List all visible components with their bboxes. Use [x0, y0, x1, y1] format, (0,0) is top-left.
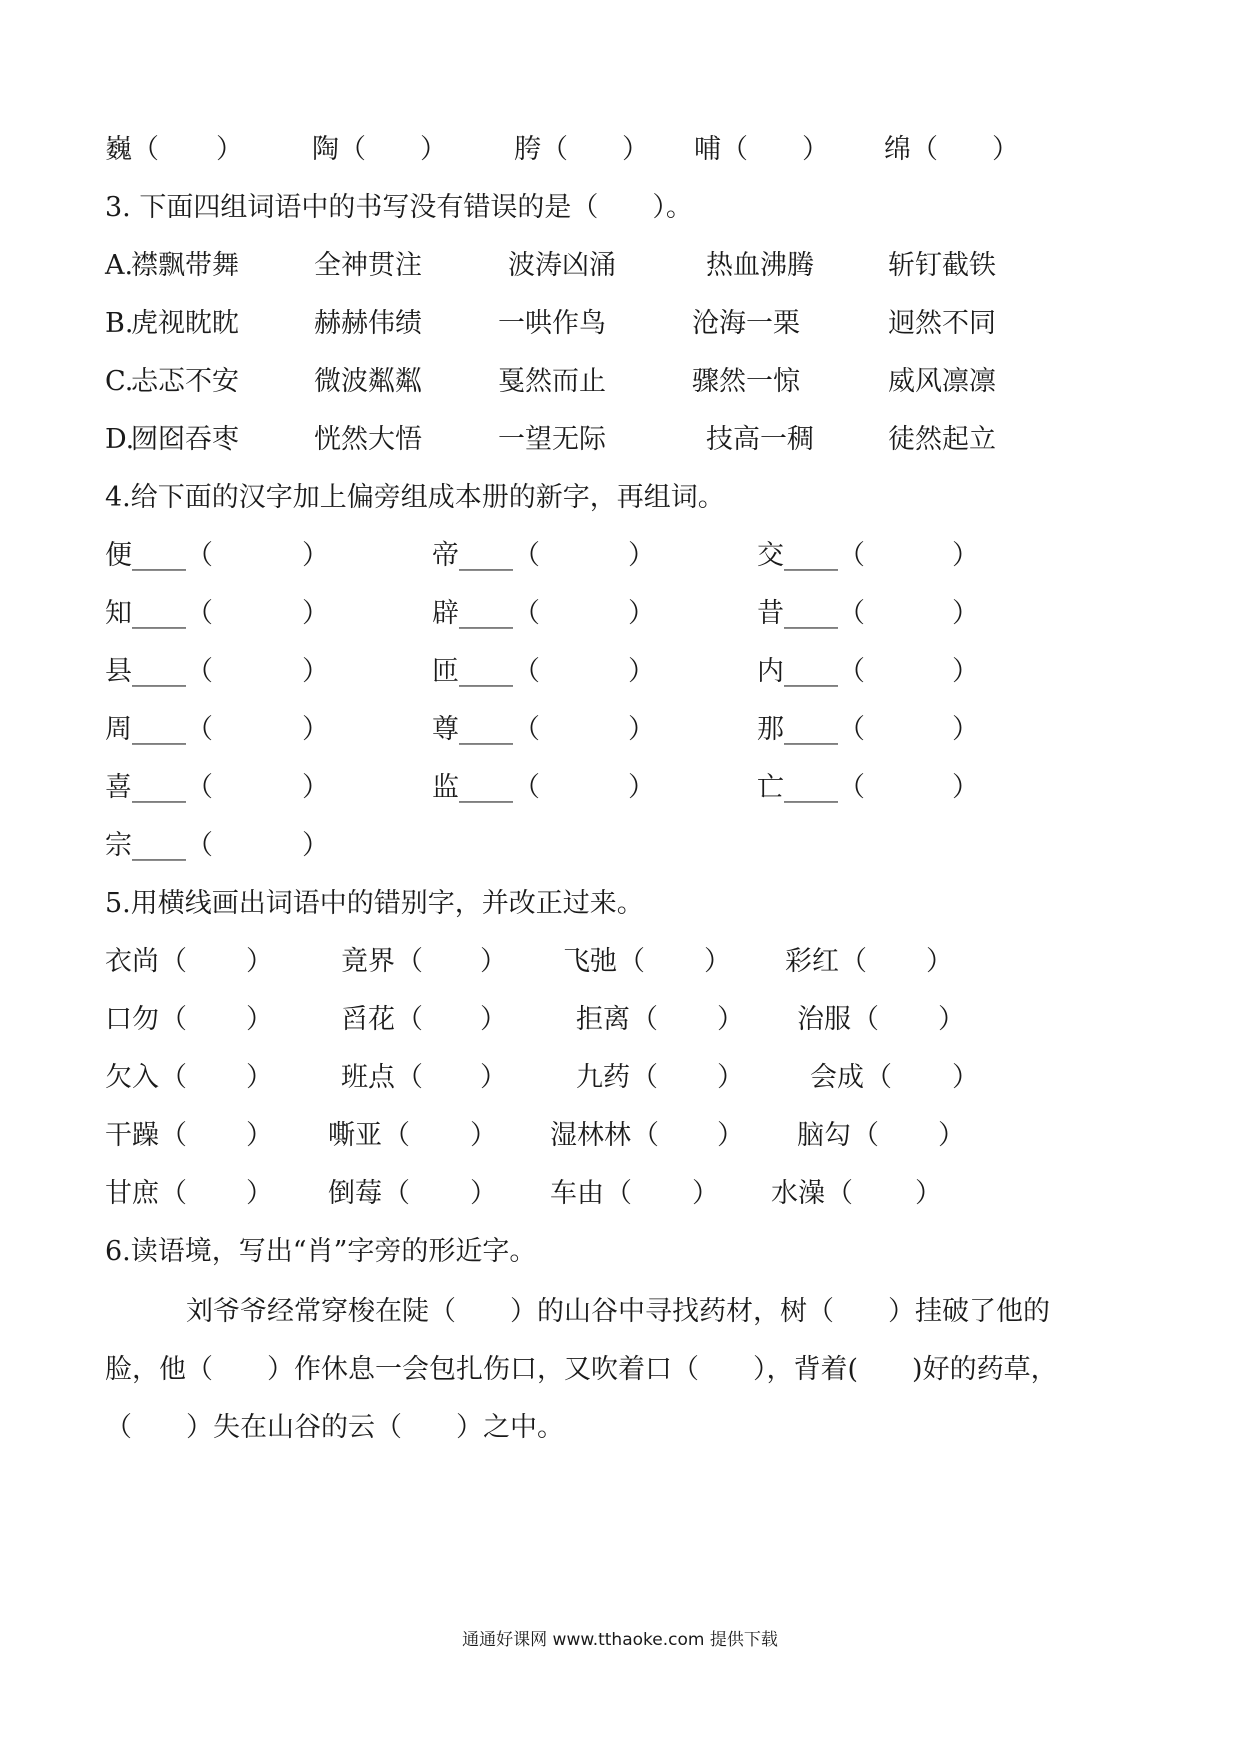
bracket-close: ） [628, 714, 655, 745]
bracket-close: ） [952, 540, 979, 571]
base-char: 昔 [757, 598, 784, 629]
word: 衣尚 [105, 946, 159, 977]
option-word: 威风凛凛 [888, 366, 996, 397]
word: 班点 [341, 1062, 395, 1093]
bracket-open: （ [160, 1120, 187, 1151]
bracket-open: （ [852, 1004, 879, 1035]
bracket-close: ） [938, 1004, 965, 1035]
option-word: 一哄作鸟 [498, 308, 606, 339]
base-char: 监 [432, 772, 459, 803]
bracket-close: ） [915, 1178, 942, 1209]
option-word: 波涛凶涌 [508, 250, 616, 281]
bracket-open: （ [396, 1062, 423, 1093]
base-char: 那 [757, 714, 784, 745]
bracket-close: ） [470, 1120, 497, 1151]
base-char: 喜 [105, 772, 132, 803]
q3-option-a [0, 244, 1240, 288]
bracket-open: （ [383, 1178, 410, 1209]
bracket-close: ） [302, 598, 329, 629]
bracket-close: ） [952, 598, 979, 629]
bracket-close: ） [628, 540, 655, 571]
blank: ____（ [784, 598, 865, 629]
char-close: ） [622, 134, 649, 165]
option-label: D. [105, 424, 135, 455]
bracket-close: ） [480, 946, 507, 977]
word: 湿林林 [550, 1120, 631, 1151]
option-word: 沧海一栗 [692, 308, 800, 339]
option-word: 一望无际 [498, 424, 606, 455]
q5-title [0, 882, 1240, 926]
base-char: 周 [105, 714, 132, 745]
option-word: 襟飘带舞 [131, 250, 239, 281]
option-word: 热血沸腾 [706, 250, 814, 281]
word: 飞弛 [563, 946, 617, 977]
bracket-close: ） [302, 772, 329, 803]
bracket-close: ） [302, 830, 329, 861]
blank: ____（ [784, 540, 865, 571]
word: 彩红 [785, 946, 839, 977]
blank: ____（ [784, 772, 865, 803]
blank: ____（ [132, 598, 213, 629]
char-close: ） [802, 134, 829, 165]
option-label: C. [105, 366, 134, 397]
option-word: 赫赫伟绩 [314, 308, 422, 339]
bracket-close: ） [246, 1120, 273, 1151]
base-char: 帝 [432, 540, 459, 571]
bracket-open: （ [160, 1004, 187, 1035]
q4-title [0, 476, 1240, 520]
option-word: 虎视眈眈 [131, 308, 239, 339]
bracket-open: （ [852, 1120, 879, 1151]
q4-row [0, 708, 1240, 752]
char-open: 陶（ [312, 134, 366, 165]
bracket-close: ） [628, 656, 655, 687]
word: 甘庶 [105, 1178, 159, 1209]
base-char: 知 [105, 598, 132, 629]
bracket-close: ） [302, 656, 329, 687]
base-char: 宗 [105, 830, 132, 861]
char-open: 巍（ [105, 134, 159, 165]
bracket-close: ） [480, 1004, 507, 1035]
word: 竟界 [341, 946, 395, 977]
q5-row [0, 1056, 1240, 1100]
q3-title [0, 186, 1240, 230]
option-word: 微波粼粼 [314, 366, 422, 397]
bracket-open: （ [840, 946, 867, 977]
bracket-close: ） [952, 714, 979, 745]
q6-paragraph-line: 刘爷爷经常穿梭在陡（ ）的山谷中寻找药材，树（ ）挂破了他的 [186, 1296, 1050, 1327]
word: 会成 [810, 1062, 864, 1093]
bracket-close: ） [938, 1120, 965, 1151]
option-word: 恍然大悟 [314, 424, 422, 455]
bracket-close: ） [704, 946, 731, 977]
option-word: 囫囵吞枣 [131, 424, 239, 455]
bracket-close: ） [480, 1062, 507, 1093]
bracket-open: （ [605, 1178, 632, 1209]
q4-row [0, 650, 1240, 694]
bracket-open: （ [632, 1120, 659, 1151]
q4-row [0, 766, 1240, 810]
option-label: A. [105, 250, 134, 281]
bracket-close: ） [470, 1178, 497, 1209]
blank: ____（ [459, 656, 540, 687]
bracket-open: （ [826, 1178, 853, 1209]
q3-option-c [0, 360, 1240, 404]
blank: ____（ [459, 714, 540, 745]
q5-row [0, 1114, 1240, 1158]
q3-option-d [0, 418, 1240, 462]
option-word: 迥然不同 [888, 308, 996, 339]
word: 拒离 [576, 1004, 630, 1035]
blank: ____（ [459, 598, 540, 629]
bracket-close: ） [628, 598, 655, 629]
base-char: 县 [105, 656, 132, 687]
char-close: ） [992, 134, 1019, 165]
q5-row [0, 998, 1240, 1042]
bracket-close: ） [246, 1062, 273, 1093]
base-char: 交 [757, 540, 784, 571]
bracket-close: ） [246, 1004, 273, 1035]
q4-row [0, 824, 1240, 868]
bracket-open: （ [631, 1062, 658, 1093]
char-open: 哺（ [694, 134, 748, 165]
char-open: 绵（ [884, 134, 938, 165]
q5-row [0, 940, 1240, 984]
bracket-open: （ [160, 946, 187, 977]
option-word: 徒然起立 [888, 424, 996, 455]
bracket-open: （ [160, 1062, 187, 1093]
bracket-close: ） [952, 1062, 979, 1093]
blank: ____（ [459, 540, 540, 571]
q6-title [0, 1230, 1240, 1274]
bracket-open: （ [396, 1004, 423, 1035]
word: 水澡 [771, 1178, 825, 1209]
q4-row [0, 534, 1240, 578]
bracket-open: （ [865, 1062, 892, 1093]
bracket-close: ） [926, 946, 953, 977]
bracket-close: ） [717, 1120, 744, 1151]
q3-option-b [0, 302, 1240, 346]
footer-watermark: 通通好课网 www.tthaoke.com 提供下载 [462, 1630, 778, 1650]
bracket-close: ） [246, 946, 273, 977]
bracket-close: ） [952, 772, 979, 803]
bracket-close: ） [628, 772, 655, 803]
bracket-open: （ [160, 1178, 187, 1209]
char-close: ） [420, 134, 447, 165]
option-word: 戛然而止 [498, 366, 606, 397]
blank: ____（ [132, 830, 213, 861]
bracket-close: ） [302, 714, 329, 745]
word: 嘶亚 [328, 1120, 382, 1151]
bracket-close: ） [952, 656, 979, 687]
blank: ____（ [132, 540, 213, 571]
question-title: 4.给下面的汉字加上偏旁组成本册的新字，再组词。 [105, 482, 725, 513]
blank: ____（ [784, 714, 865, 745]
word: 倒莓 [328, 1178, 382, 1209]
base-char: 亡 [757, 772, 784, 803]
word: 舀花 [341, 1004, 395, 1035]
q4-row [0, 592, 1240, 636]
bracket-close: ） [246, 1178, 273, 1209]
base-char: 内 [757, 656, 784, 687]
option-word: 斩钉截铁 [888, 250, 996, 281]
base-char: 匝 [432, 656, 459, 687]
blank: ____（ [784, 656, 865, 687]
question-title: 5.用横线画出词语中的错别字，并改正过来。 [105, 888, 644, 919]
q6-paragraph-line: 脸，他（ ）作休息一会包扎伤口，又吹着口（ ），背着( )好的药草， [105, 1354, 1058, 1385]
bracket-close: ） [302, 540, 329, 571]
word: 九药 [576, 1062, 630, 1093]
bracket-open: （ [618, 946, 645, 977]
question-title: 6.读语境，写出“肖”字旁的形近字。 [105, 1236, 537, 1267]
q5-row [0, 1172, 1240, 1216]
bracket-close: ） [717, 1062, 744, 1093]
word: 欠入 [105, 1062, 159, 1093]
word: 口勿 [105, 1004, 159, 1035]
word: 车由 [550, 1178, 604, 1209]
word: 干躁 [105, 1120, 159, 1151]
word: 脑勾 [797, 1120, 851, 1151]
char-close: ） [216, 134, 243, 165]
word: 治服 [797, 1004, 851, 1035]
base-char: 便 [105, 540, 132, 571]
bracket-close: ） [717, 1004, 744, 1035]
option-word: 忐忑不安 [131, 366, 239, 397]
char-open: 胯（ [514, 134, 568, 165]
option-label: B. [105, 308, 134, 339]
base-char: 辟 [432, 598, 459, 629]
blank: ____（ [132, 772, 213, 803]
bracket-open: （ [396, 946, 423, 977]
base-char: 尊 [432, 714, 459, 745]
q6-paragraph-line: （ ）失在山谷的云（ ）之中。 [105, 1412, 564, 1443]
option-word: 骤然一惊 [692, 366, 800, 397]
blank: ____（ [132, 714, 213, 745]
bracket-open: （ [383, 1120, 410, 1151]
pinyin-row [0, 128, 1240, 172]
option-word: 技高一稠 [706, 424, 814, 455]
blank: ____（ [132, 656, 213, 687]
bracket-open: （ [631, 1004, 658, 1035]
blank: ____（ [459, 772, 540, 803]
question-title: 3. 下面四组词语中的书写没有错误的是（ ）。 [105, 192, 693, 223]
option-word: 全神贯注 [314, 250, 422, 281]
bracket-close: ） [692, 1178, 719, 1209]
